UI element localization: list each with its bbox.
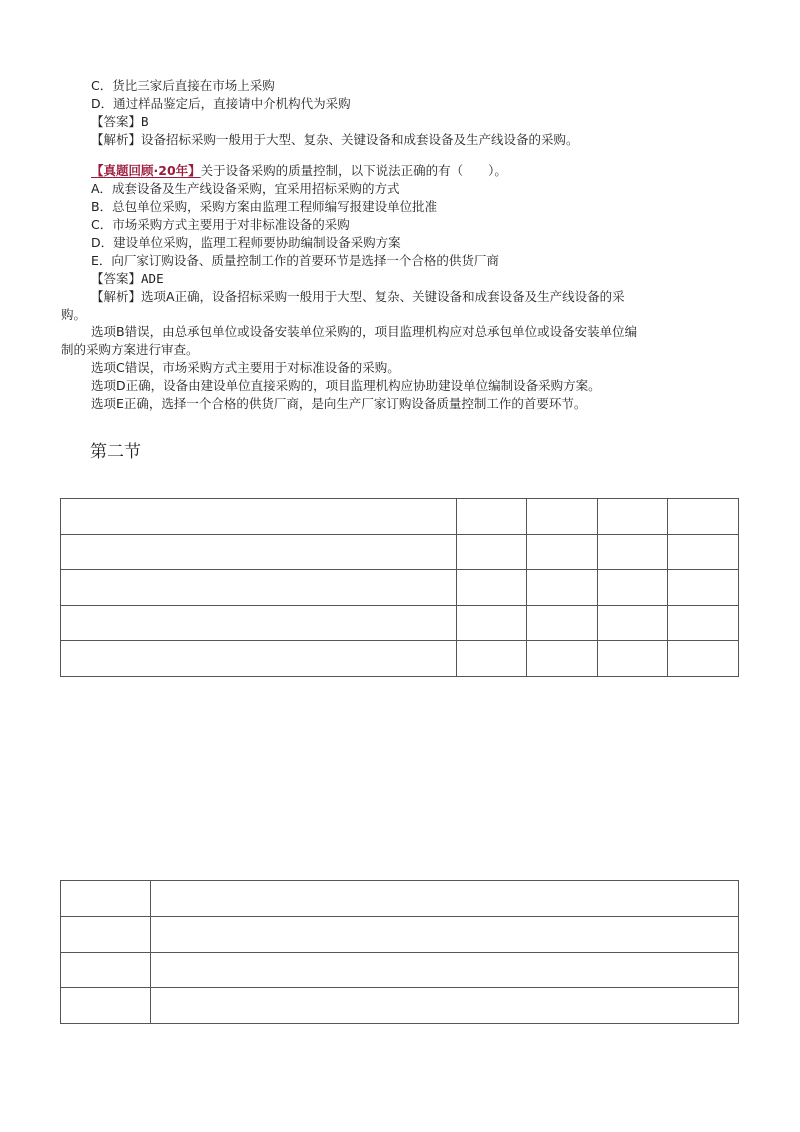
- table-row: [61, 605, 739, 641]
- previous-answer: [91, 114, 149, 130]
- table-row: [61, 499, 739, 535]
- question-option-a: A．成套设备及生产线设备采购，宜采用招标采购的方式: [91, 181, 400, 196]
- question-analysis-line-5: 选项C错误，市场采购方式主要用于对标准设备的采购。: [91, 360, 400, 375]
- empty-table-1: [60, 498, 739, 677]
- question-answer: [91, 271, 164, 287]
- analysis-text: 选项A正确，设备招标采购一般用于大型、复杂、关键设备和成套设备及生产线设备的采: [141, 289, 625, 304]
- table-row: [61, 641, 739, 677]
- question-option-b: B．总包单位采购，采购方案由监理工程师编写报建设单位批准: [91, 199, 438, 214]
- question-analysis-line-1: [91, 289, 625, 305]
- table-row: [61, 952, 739, 988]
- question-analysis-line-2: 购。: [61, 307, 87, 322]
- analysis-label: 【解析】: [91, 132, 142, 147]
- table-row: [61, 570, 739, 606]
- question-analysis-line-6: 选项D正确，设备由建设单位直接采购的，项目监理机构应协助建设单位编制设备采购方案。: [91, 378, 601, 393]
- answer-value: B: [141, 114, 149, 129]
- question-analysis-line-3: 选项B错误，由总承包单位或设备安装单位采购的，项目监理机构应对总承包单位或设备安装单位编: [91, 324, 638, 339]
- previous-option-d: D．通过样品鉴定后，直接请中介机构代为采购: [91, 96, 351, 111]
- answer-label: 【答案】: [91, 114, 142, 129]
- question-tag: 【真题回顾·20年】: [91, 163, 201, 178]
- question-option-d: D．建设单位采购，监理工程师要协助编制设备采购方案: [91, 235, 401, 250]
- question-option-e: E．向厂家订购设备、质量控制工作的首要环节是选择一个合格的供货厂商: [91, 253, 499, 268]
- question-analysis-line-7: 选项E正确，选择一个合格的供货厂商，是向生产厂家订购设备质量控制工作的首要环节。: [91, 396, 587, 411]
- question-analysis-line-4: 制的采购方案进行审查。: [61, 342, 199, 357]
- answer-label: 【答案】: [91, 271, 142, 286]
- question-option-c: C．市场采购方式主要用于对非标准设备的采购: [91, 217, 350, 232]
- previous-analysis: [91, 132, 579, 148]
- analysis-text: 设备招标采购一般用于大型、复杂、关键设备和成套设备及生产线设备的采购。: [141, 132, 579, 147]
- table-row: [61, 916, 739, 952]
- question-stem: 关于设备采购的质量控制，以下说法正确的有（ ）。: [200, 163, 507, 178]
- empty-table-2: [60, 880, 739, 1024]
- previous-option-c: C．货比三家后直接在市场上采购: [91, 78, 275, 93]
- question-stem-line: [91, 163, 507, 179]
- section-heading: 第二节: [90, 442, 141, 462]
- table-row: [61, 534, 739, 570]
- table-row: [61, 881, 739, 917]
- table-row: [61, 988, 739, 1024]
- answer-value: ADE: [141, 271, 164, 286]
- analysis-label: 【解析】: [91, 289, 142, 304]
